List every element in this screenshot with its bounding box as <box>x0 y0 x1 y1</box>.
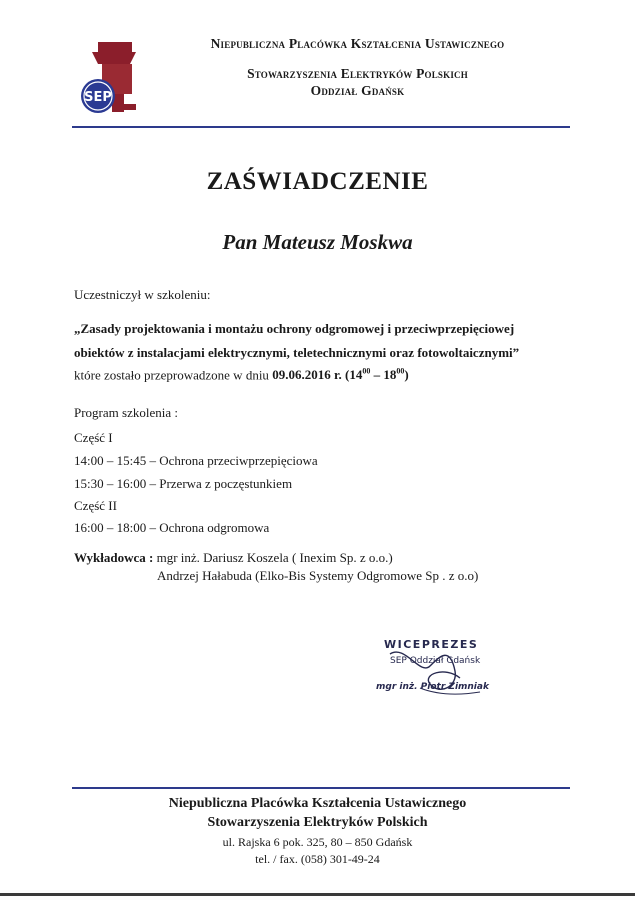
stamp-signatory: mgr inż. Piotr Zimniak <box>376 682 489 692</box>
bottom-divider <box>72 787 570 789</box>
intro-text: Uczestniczył w szkoleniu: <box>74 287 211 302</box>
lecturer-line-1 <box>74 550 393 566</box>
program-item-1: 14:00 – 15:45 – Ochrona przeciwprzepięciowa <box>74 453 318 468</box>
course-title-line-1: „Zasady projektowania i montażu ochrony odgromowej i przeciwprzepięciowej <box>74 321 515 336</box>
program-heading: Program szkolenia : <box>74 405 178 420</box>
footer-phone: tel. / fax. (058) 301-49-24 <box>255 852 380 866</box>
conducted-prefix: które zostało przeprowadzone w dniu <box>74 367 273 383</box>
recipient-name: Pan Mateusz Moskwa <box>222 230 413 254</box>
logo-text: SEP <box>84 90 112 105</box>
stamp-org: SEP Oddział Gdańsk <box>390 656 481 666</box>
footer-line-2: Stowarzyszenia Elektryków Polskich <box>207 815 428 830</box>
top-divider <box>72 126 570 128</box>
program-item-2: 15:30 – 16:00 – Przerwa z poczęstunkiem <box>74 476 293 491</box>
program-item-3: 16:00 – 18:00 – Ochrona odgromowa <box>74 520 270 535</box>
conducted-date: 09.06.2016 r. $(14^{00} - 18^{00})$ <box>272 367 409 383</box>
course-date-line <box>74 367 409 383</box>
lecturer-2: Andrzej Hałabuda (Elko-Bis Systemy Odgromowe Sp . z o.o) <box>157 568 479 583</box>
footer-address: ul. Rajska 6 pok. 325, 80 – 850 Gdańsk <box>222 835 413 849</box>
footer-line-1: Niepubliczna Placówka Kształcenia Ustawicznego <box>168 796 467 811</box>
stamp-title: WICEPREZES <box>384 638 479 651</box>
lecturer-1: mgr inż. Dariusz Koszela ( Inexim Sp. z o.o.) <box>153 550 393 565</box>
document-title: ZAŚWIADCZENIE <box>206 168 429 195</box>
program-part-1: Część I <box>74 430 113 445</box>
scan-edge <box>0 893 635 896</box>
lecturer-label: Wykładowca : <box>74 550 154 565</box>
header-line-1: Niepubliczna Placówka Kształcenia Ustawicznego <box>210 36 505 51</box>
program-part-2: Część II <box>74 498 117 513</box>
course-title-line-2: obiektów z instalacjami elektrycznymi, teletechnicznymi oraz fotowoltaicznymi” <box>74 345 520 360</box>
header-line-2: Stowarzyszenia Elektryków Polskich <box>247 66 468 81</box>
header-line-3: Oddział Gdańsk <box>310 83 405 98</box>
